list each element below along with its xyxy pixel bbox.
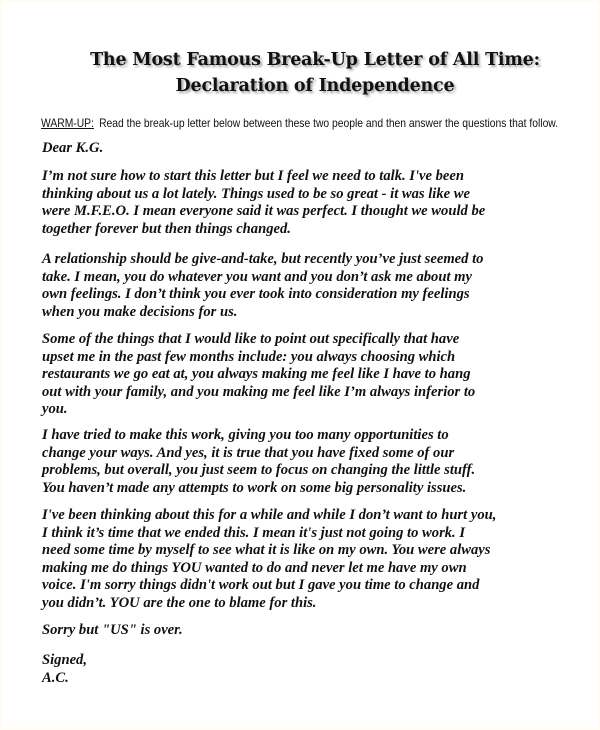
letter-closing-line: Sorry but "US" is over. bbox=[42, 622, 183, 638]
paragraph-line: voice. I'm sorry things didn't work out but I gave you time to change and bbox=[42, 577, 480, 593]
paragraph-line: change your ways. And yes, it is true that you have fixed some of our bbox=[42, 444, 455, 461]
letter-signoff bbox=[42, 652, 87, 687]
warmup-instructions bbox=[41, 116, 558, 130]
letter-salutation: Dear K.G. bbox=[42, 140, 104, 156]
paragraph-line: need some time by myself to see what it is like on my own. You were always bbox=[42, 542, 491, 558]
document-title-line-1: The Most Famous Break-Up Letter of All Time: bbox=[90, 50, 540, 70]
warmup-text: Read the break-up letter below between these two people and then answer the questions that follow. bbox=[99, 116, 559, 130]
letter-paragraph-3 bbox=[42, 331, 475, 419]
paragraph-line: I've been thinking about this for a while and while I don’t want to hurt you, bbox=[42, 507, 497, 523]
paragraph-line: Some of the things that I would like to point out specifically that have bbox=[42, 331, 460, 347]
document-title-line-2: Declaration of Independence bbox=[175, 76, 455, 96]
paragraph-line: You haven’t made any attempts to work on some big personality issues. bbox=[42, 479, 467, 496]
paragraph-line: A relationship should be give-and-take, but recently you’ve just seemed to bbox=[42, 251, 484, 267]
paragraph-line: restaurants we go eat at, you always making me feel like I have to hang bbox=[42, 366, 471, 382]
letter-paragraph-4 bbox=[42, 427, 475, 497]
paragraph-line: own feelings. I don’t think you ever took into consideration my feelings bbox=[42, 286, 470, 302]
paragraph-line: I have tried to make this work, giving you too many opportunities to bbox=[42, 427, 449, 443]
paragraph-line: you. bbox=[42, 401, 68, 417]
signoff-text: Signed, bbox=[42, 652, 88, 668]
paragraph-line: making me do things YOU wanted to do and never let me have my own bbox=[42, 559, 467, 576]
letter-paragraph-2 bbox=[42, 251, 483, 321]
paragraph-line: out with your family, and you making me feel like I’m always inferior to bbox=[42, 383, 476, 400]
paragraph-line: you didn’t. YOU are the one to blame for this. bbox=[42, 594, 317, 611]
paragraph-line: thinking about us a lot lately. Things used to be so great - it was like we bbox=[42, 185, 470, 202]
document-page bbox=[2, 2, 598, 727]
paragraph-line: when you make decisions for us. bbox=[42, 303, 238, 320]
paragraph-line: I’m not sure how to start this letter but I feel we need to talk. I've been bbox=[42, 168, 465, 184]
paragraph-line: take. I mean, you do whatever you want and you don’t ask me about my bbox=[42, 268, 472, 285]
signature: A.C. bbox=[42, 669, 69, 686]
letter-paragraph-1 bbox=[42, 168, 485, 238]
paragraph-line: I think it’s time that we ended this. I mean it's just not going to work. I bbox=[42, 524, 466, 541]
paragraph-line: problems, but overall, you just seem to focus on changing the little stuff. bbox=[42, 462, 476, 478]
paragraph-line: upset me in the past few months include: you always choosing which bbox=[42, 348, 456, 365]
paragraph-line: together forever but then things changed. bbox=[42, 220, 291, 237]
letter-paragraph-5 bbox=[42, 507, 496, 612]
warmup-label: WARM-UP: bbox=[41, 116, 94, 130]
paragraph-line: were M.F.E.O. I mean everyone said it was perfect. I thought we would be bbox=[42, 203, 486, 219]
